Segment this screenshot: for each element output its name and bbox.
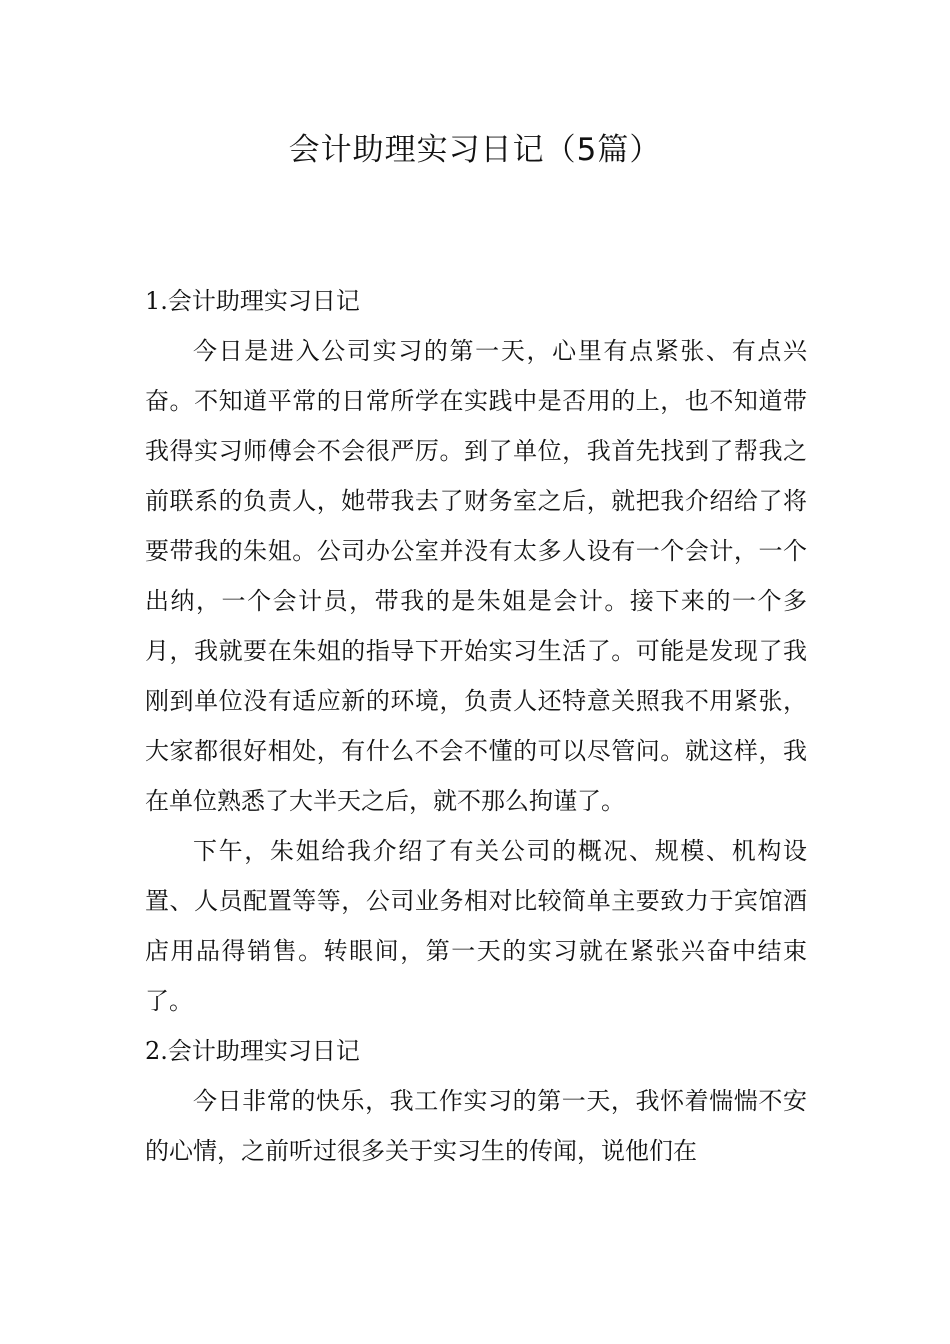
section-2 [145, 1026, 807, 1176]
paragraph: 下午，朱姐给我介绍了有关公司的概况、规模、机构设置、人员配置等等，公司业务相对比较简单主要致力于宾馆酒店用品得销售。转眼间，第一天的实习就在紧张兴奋中结束了。 [145, 837, 807, 1015]
section-1 [145, 276, 807, 1026]
section-heading: 2.会计助理实习日记 [145, 1037, 360, 1065]
paragraph: 今日非常的快乐，我工作实习的第一天，我怀着惴惴不安的心情，之前听过很多关于实习生的传闻，说他们在 [145, 1087, 807, 1165]
section-heading: 1.会计助理实习日记 [145, 287, 360, 315]
paragraph: 今日是进入公司实习的第一天，心里有点紧张、有点兴奋。不知道平常的日常所学在实践中是否用的上，也不知道带我得实习师傅会不会很严厉。到了单位，我首先找到了帮我之前联系的负责人，她带我去了财务室之后，就把我介绍给了将要带我的朱姐。公司办公室并没有太多人设有一个会计，一个出纳，一个会计员，带我的是朱姐是会计。接下来的一个多月，我就要在朱姐的指导下开始实习生活了。可能是发现了我刚到单位没有适应新的环境，负责人还特意关照我不用紧张，大家都很好相处，有什么不会不懂的可以尽管问。就这样，我在单位熟悉了大半天之后，就不那么拘谨了。 [145, 337, 807, 815]
document-body [145, 276, 807, 1176]
document-title: 会计助理实习日记（5篇） [288, 132, 662, 168]
